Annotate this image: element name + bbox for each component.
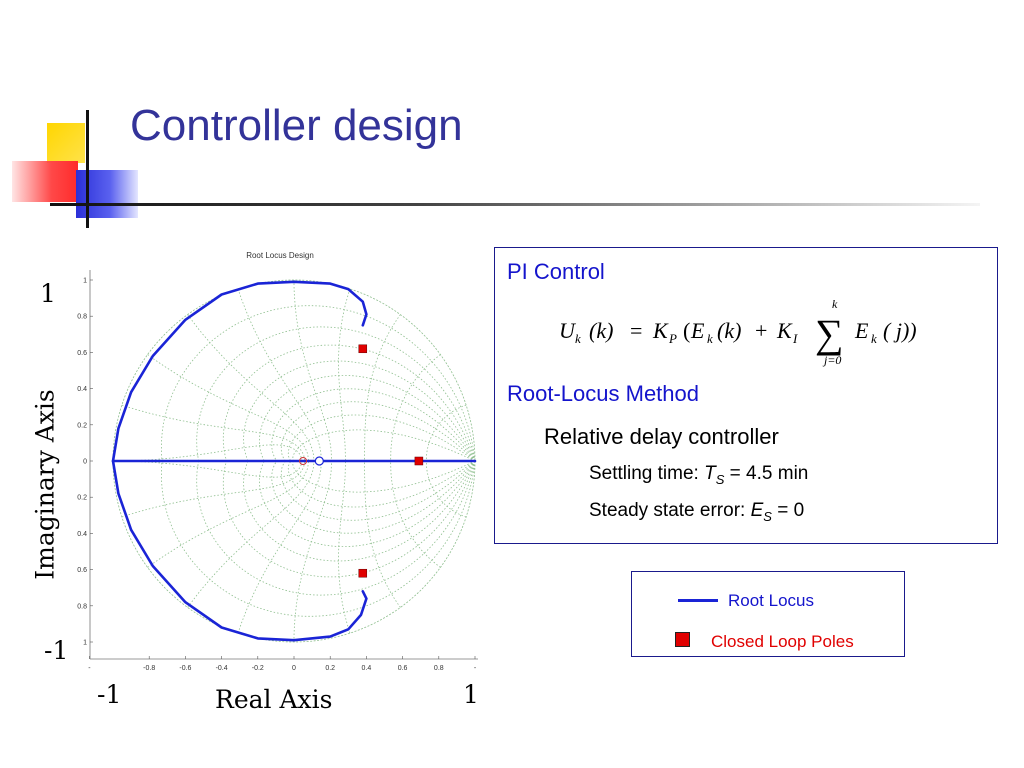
- x-tick-label: -: [88, 665, 91, 672]
- eq-u-arg: (k): [589, 318, 614, 343]
- legend-closed-loop-poles-label: Closed Loop Poles: [711, 632, 854, 651]
- natural-frequency-line: [148, 461, 309, 567]
- pi-control-equation: [555, 296, 975, 376]
- damping-ratio-line: [197, 327, 475, 461]
- damping-ratio-line: [272, 389, 475, 461]
- steady-state-error-var: E: [750, 500, 764, 521]
- legend-root-locus-label: Root Locus: [728, 591, 814, 610]
- closed-loop-pole-marker: [359, 569, 367, 577]
- x-tick-label: 0.4: [361, 665, 372, 672]
- y-tick-label: 0: [83, 458, 87, 466]
- natural-frequency-line: [188, 461, 315, 607]
- y-tick-label: 1: [83, 277, 87, 285]
- title-deco-red-bar: [12, 161, 78, 202]
- y-tick-label: 0.6: [77, 349, 87, 357]
- open-loop-zero-marker: [315, 457, 323, 465]
- natural-frequency-line: [188, 315, 315, 461]
- x-tick-label: -0.6: [179, 665, 192, 672]
- damping-ratio-line: [293, 430, 475, 461]
- title-underline: [50, 203, 980, 206]
- eq-sum-bottom: j=0: [824, 353, 842, 367]
- x-tick-label: -0.4: [215, 665, 228, 672]
- settling-time-value: = 4.5 min: [724, 463, 809, 484]
- root-locus-method-heading: Root-Locus Method: [507, 381, 699, 406]
- damping-ratio-line: [288, 415, 475, 461]
- natural-frequency-line: [365, 461, 401, 607]
- y-tick-label: 0.2: [77, 494, 87, 502]
- eq-u-sub: k: [575, 331, 581, 346]
- plot-legend: [631, 571, 905, 657]
- settling-time-line: [589, 463, 808, 487]
- damping-ratio-line: [161, 306, 475, 461]
- damping-ratio-line: [161, 461, 475, 616]
- damping-ratio-line: [223, 345, 475, 461]
- damping-ratio-line: [223, 461, 475, 577]
- eq-e2-sub: k: [871, 331, 877, 346]
- relative-delay-item: Relative delay controller: [544, 424, 779, 449]
- x-axis-label: Real Axis: [215, 685, 333, 714]
- closed-loop-pole-marker: [359, 345, 367, 353]
- y-tick-label: 0.6: [77, 567, 87, 575]
- pi-control-heading: PI Control: [507, 259, 605, 284]
- title-deco-vertical-line: [86, 110, 89, 228]
- x-tick-label: -0.8: [143, 665, 156, 672]
- x-tick-label: 0.8: [433, 665, 444, 672]
- natural-frequency-line: [113, 445, 302, 461]
- natural-frequency-line: [339, 289, 350, 461]
- root-locus-plot: [77, 245, 485, 675]
- title-deco-yellow-square: [47, 123, 85, 163]
- slide-title: Controller design: [130, 101, 463, 150]
- natural-frequency-line: [113, 461, 302, 477]
- damping-ratio-line: [244, 361, 475, 461]
- y-max-label: 1: [40, 279, 56, 308]
- y-tick-label: 0.8: [77, 603, 87, 611]
- y-tick-label: 0.8: [77, 313, 87, 321]
- x-tick-label: 0.2: [325, 665, 336, 672]
- damping-ratio-line: [293, 461, 475, 492]
- x-tick-label: -: [473, 665, 477, 672]
- eq-e1-sub: k: [707, 331, 713, 346]
- settling-time-var: T: [704, 463, 716, 484]
- eq-u: U: [559, 318, 575, 343]
- steady-state-error-value: = 0: [771, 500, 805, 521]
- eq-kp-sub: P: [669, 331, 677, 346]
- damping-ratio-line: [288, 461, 475, 507]
- steady-state-error-sub: S: [763, 508, 772, 524]
- plot-ticks: [77, 278, 477, 673]
- eq-sum-top: k: [832, 297, 838, 311]
- x-tick-label: 0.6: [397, 665, 408, 672]
- y-tick-label: 0.4: [77, 530, 87, 538]
- pi-control-box: [494, 247, 998, 544]
- eq-sum: ∑: [815, 311, 844, 356]
- settling-time-sub: S: [715, 471, 725, 487]
- natural-frequency-line: [391, 355, 441, 461]
- natural-frequency-line: [339, 461, 350, 633]
- eq-plus: +: [755, 318, 768, 343]
- x-tick-label: -0.2: [251, 665, 264, 672]
- steady-state-error-line: [589, 500, 804, 524]
- natural-frequency-line: [122, 405, 305, 461]
- legend-root-locus-swatch: [678, 599, 718, 602]
- x-min-label: -1: [97, 680, 122, 709]
- settling-time-label: Settling time:: [589, 463, 705, 484]
- legend-closed-loop-poles-swatch: [675, 632, 690, 647]
- x-tick-label: 0: [292, 665, 296, 672]
- y-min-label: -1: [44, 636, 69, 665]
- steady-state-error-label: Steady state error:: [589, 500, 751, 521]
- natural-frequency-line: [148, 355, 309, 461]
- natural-frequency-line: [391, 461, 441, 567]
- eq-equals: =: [630, 318, 643, 343]
- y-tick-label: 0.2: [77, 422, 87, 430]
- damping-ratio-line: [259, 461, 475, 547]
- natural-frequency-line: [122, 461, 305, 517]
- eq-kp: K: [653, 318, 668, 343]
- natural-frequency-line: [238, 289, 321, 461]
- closed-loop-pole-marker: [415, 457, 423, 465]
- damping-ratio-line: [259, 375, 475, 461]
- x-max-label: 1: [463, 680, 479, 709]
- damping-ratio-line: [197, 461, 475, 595]
- eq-ki: K: [777, 318, 792, 343]
- damping-ratio-line: [272, 461, 475, 533]
- y-axis-label: Imaginary Axis: [30, 389, 60, 580]
- natural-frequency-line: [238, 461, 321, 633]
- damping-ratio-line: [244, 461, 475, 561]
- plot-title: Root Locus Design: [246, 251, 314, 260]
- eq-e2: E: [855, 318, 869, 343]
- y-tick-label: 0.4: [77, 386, 87, 394]
- eq-e1: E: [691, 318, 705, 343]
- eq-e1-arg: (k): [717, 318, 742, 343]
- y-tick-label: 1: [83, 639, 87, 647]
- natural-frequency-line: [365, 315, 401, 461]
- eq-e2-arg: ( j)): [883, 318, 917, 343]
- eq-ki-sub: I: [793, 331, 798, 346]
- eq-open-paren: (: [683, 318, 691, 343]
